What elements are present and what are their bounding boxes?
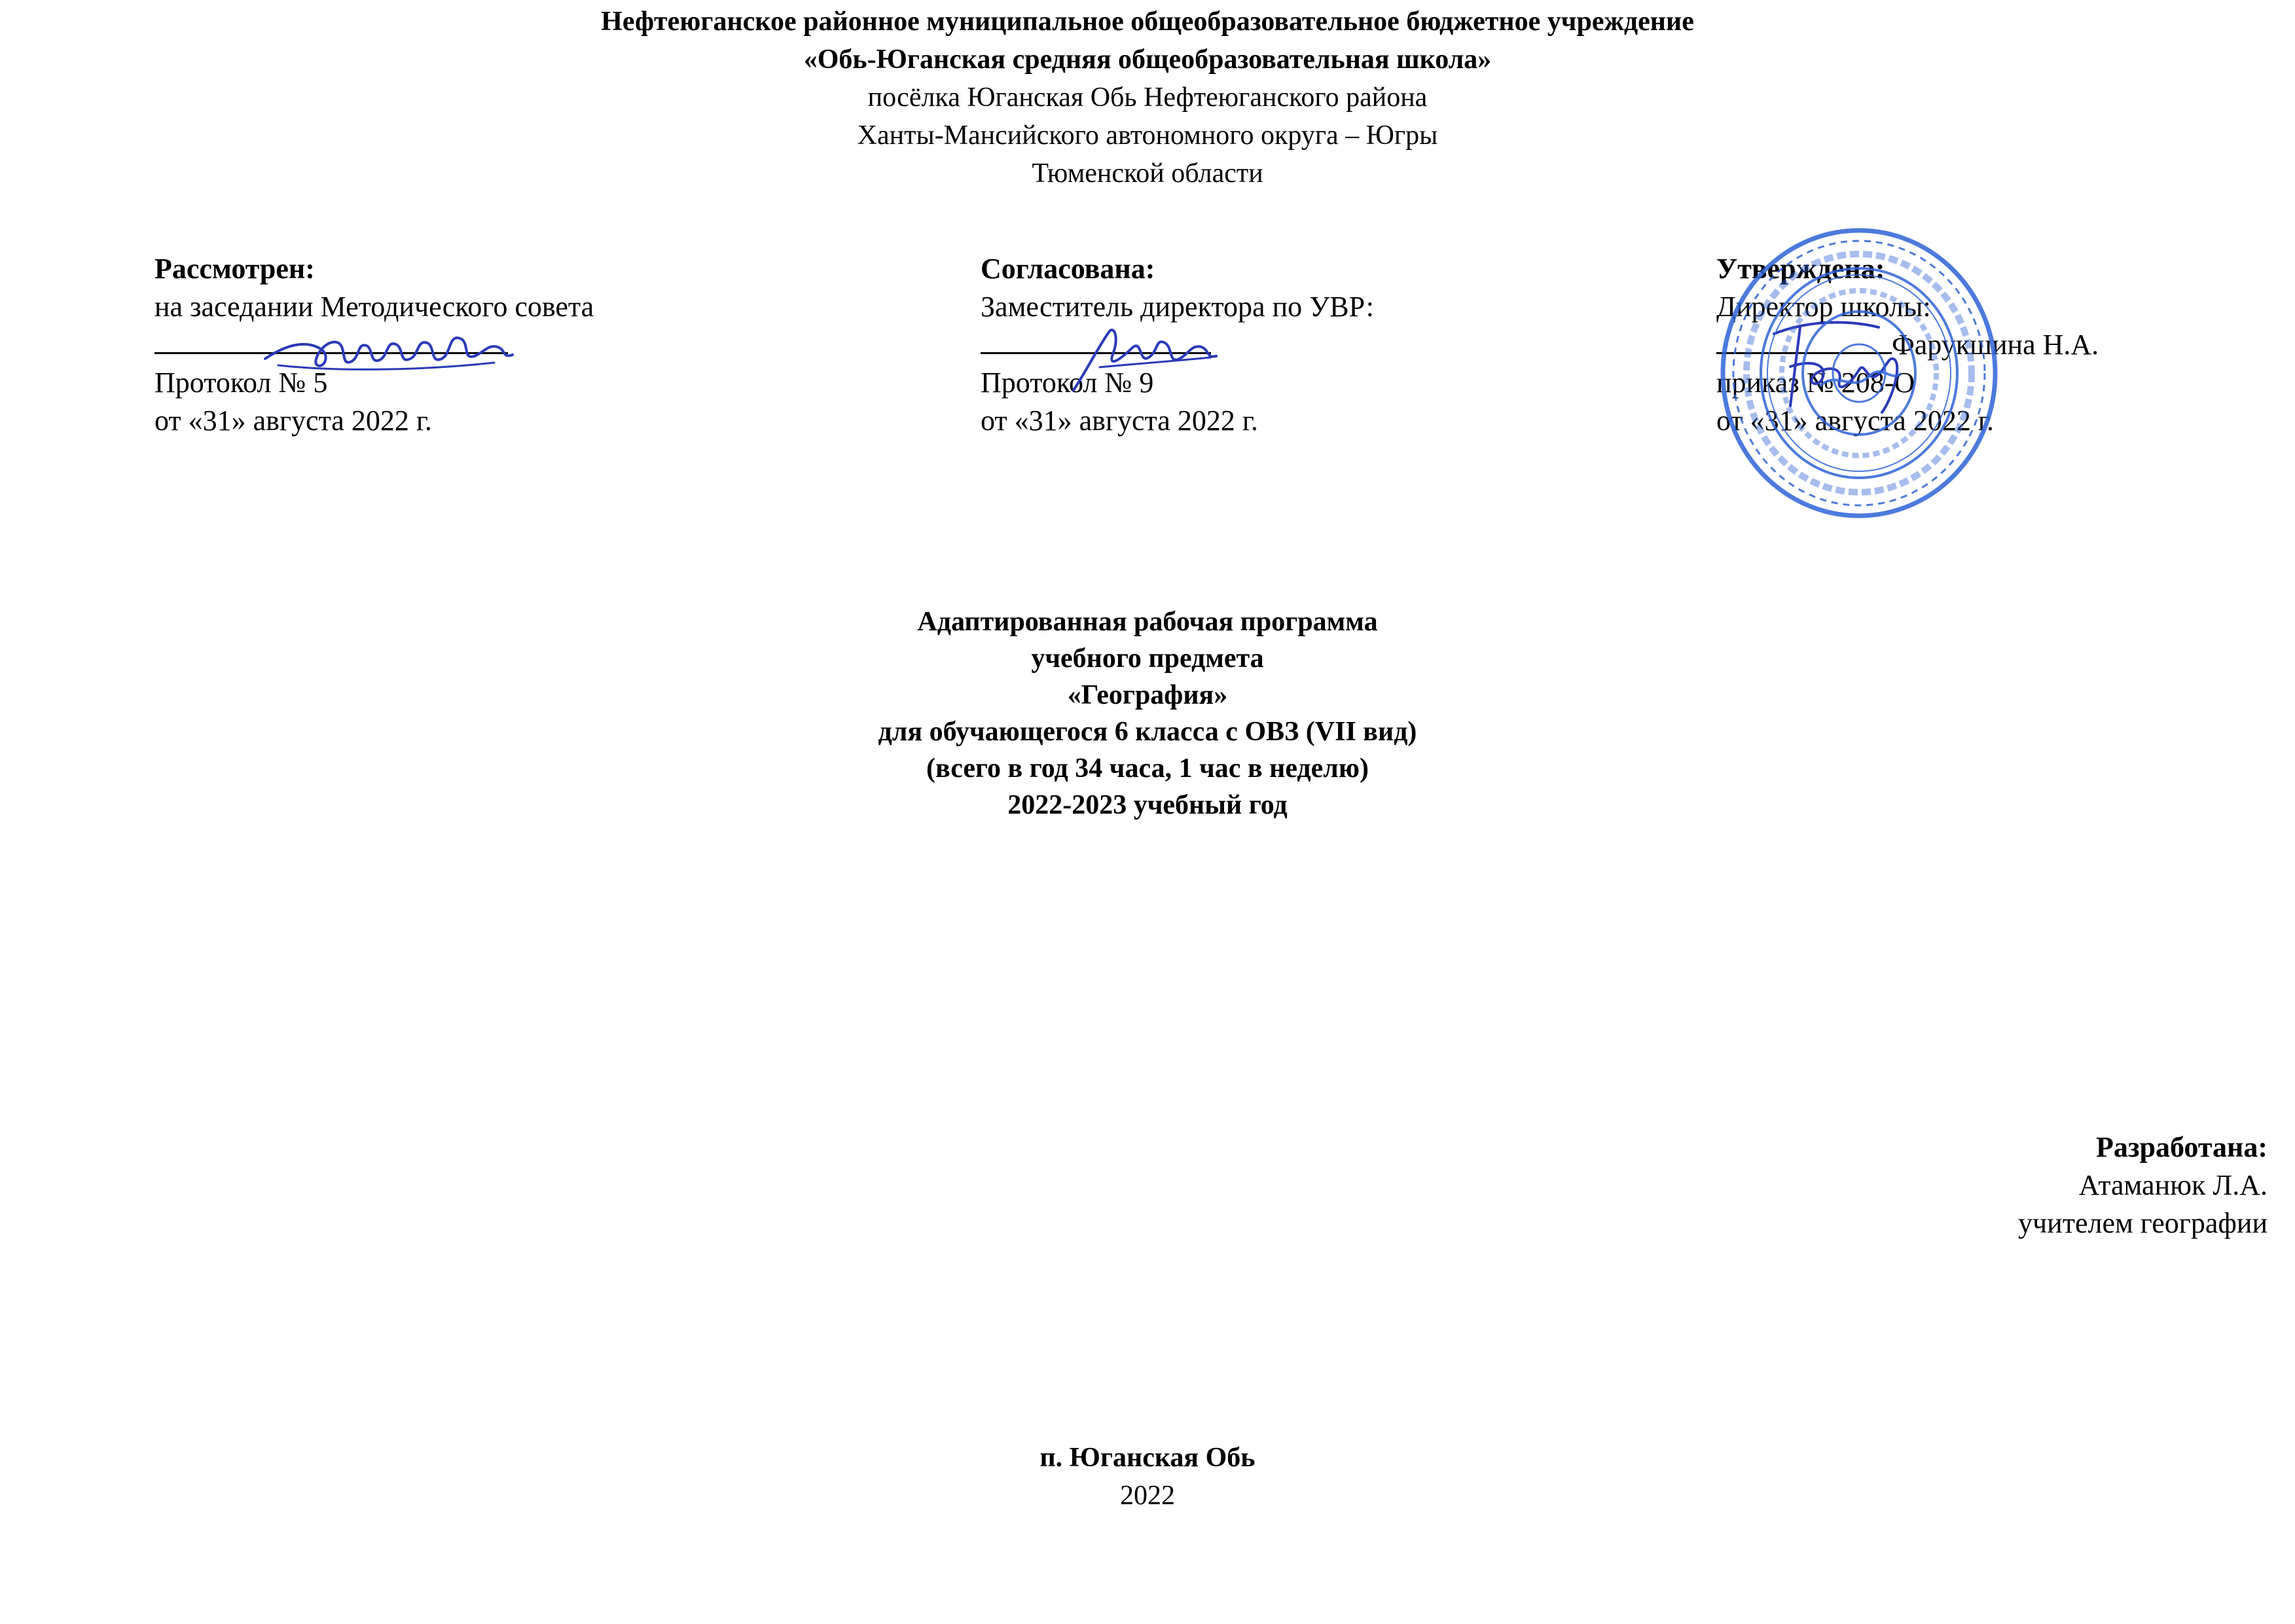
approved-title: Утверждена:: [1716, 253, 1885, 285]
agreed-date: от «31» августа 2022 г.: [981, 405, 1258, 437]
developer-name: Атаманюк Л.А.: [2078, 1169, 2268, 1201]
header-settlement: посёлка Юганская Обь Нефтеюганского района: [867, 82, 1428, 113]
approval-approved-block: [1716, 250, 2279, 440]
program-subject: «География»: [1067, 680, 1228, 710]
document-header: [0, 0, 2295, 192]
header-institution-name: Нефтеюганское районное муниципальное общеобразовательное бюджетное учреждение: [601, 7, 1694, 37]
approved-director: Директор школы:: [1716, 291, 1931, 323]
header-school-name: «Обь-Юганская средняя общеобразовательная школа»: [803, 45, 1492, 75]
reviewed-signature-line: [154, 326, 809, 364]
document-footer: [0, 1439, 2295, 1515]
approval-agreed-block: [981, 250, 1570, 440]
reviewed-title: Рассмотрен:: [154, 253, 315, 285]
developer-label: Разработана:: [2095, 1131, 2268, 1163]
approved-director-name: Фарукшина Н.А.: [1892, 329, 2099, 361]
reviewed-protocol: Протокол № 5: [154, 367, 328, 399]
footer-year: 2022: [1120, 1481, 1175, 1511]
program-audience: для обучающегося 6 класса с ОВЗ (VII вид): [878, 717, 1417, 747]
approved-order: приказ № 208-О: [1716, 367, 1915, 399]
reviewed-council: на заседании Методического совета: [154, 291, 594, 323]
program-hours: (всего в год 34 часа, 1 час в неделю): [926, 753, 1369, 784]
approval-reviewed-block: [154, 250, 809, 440]
agreed-signature-line: [981, 326, 1570, 364]
header-okrug: Ханты-Мансийского автономного округа – Югры: [857, 120, 1438, 151]
developer-role: учителем географии: [2018, 1207, 2268, 1239]
footer-place: п. Юганская Обь: [1039, 1443, 1256, 1473]
header-region: Тюменской области: [1032, 158, 1263, 189]
program-academic-year: 2022-2023 учебный год: [1007, 790, 1288, 820]
program-title: Адаптированная рабочая программа: [917, 607, 1378, 637]
approved-date: от «31» августа 2022 г.: [1716, 405, 1994, 437]
agreed-protocol: Протокол № 9: [981, 367, 1154, 399]
developer-block: [2018, 1128, 2268, 1242]
reviewed-date: от «31» августа 2022 г.: [154, 405, 432, 437]
agreed-deputy: Заместитель директора по УВР:: [981, 291, 1374, 323]
approved-signature-row: [1716, 326, 2279, 364]
agreed-title: Согласована:: [981, 253, 1155, 285]
program-title-block: [0, 604, 2295, 823]
program-subject-label: учебного предмета: [1031, 643, 1264, 674]
